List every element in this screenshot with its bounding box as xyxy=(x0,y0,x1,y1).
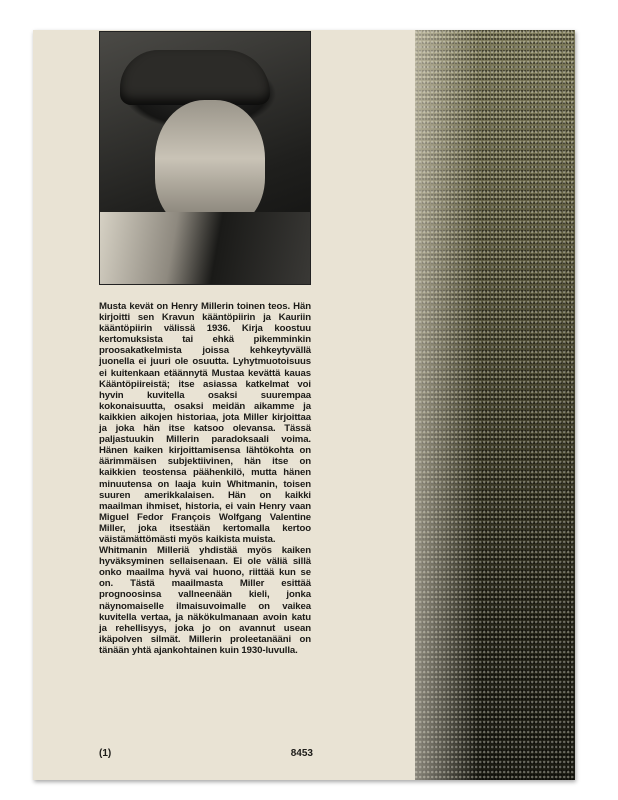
blurb-paragraph-1: Musta kevät on Henry Millerin toinen teos. Hän kirjoitti sen Kravun kääntöpiirin ja Kauriin kääntöpiirin välissä 1936. Kirja koostuu kertomuksista tai ehkä pikemminkin proosakatkelmista joissa kehkeytyvällä juonella ei juuri ole osuutta. Lyhytmuotoisuus ei kuitenkaan etäännytä Mustaa kevättä kauas Kääntöpiireistä; itse asiassa katkelmat voi hyvin kuvitella osaksi suurempaa kokonaisuutta, osaksi meidän aikamme ja kaikkien aikojen historiaa, jota Miller kirjoittaa ja joka hän itse katsoo olevansa. Tässä paljastuukin Millerin paradoksaali voima. Hänen kaiken kirjoittamisensa lähtökohta on äärimmäisen subjektiivinen, hän itse on kaikkien teostensa päähenkilö, mutta hänen minuutensa on laaja kuin Whitmanin, toisen suuren amerikkalaisen. Hän on kaikki maailman ihmiset, historia, ei vain Henry vaan Miguel Fedor François Wolfgang Valentine Miller, joka itsestään kertomalla kertoo väistämättömästi myös kaikista muista. xyxy=(99,301,311,545)
author-portrait-photo xyxy=(99,31,311,285)
blurb-paragraph-2: Whitmanin Milleriä yhdistää myös kaiken hyväksyminen sellaisenaan. Ei ole väliä sillä onko maailma hyvä vai huono, riittää kun se on. Tästä maailmasta Miller esittää prognoosinsa vallneenään kieli, jonka näynomaiselle ilmaisuvoimalle on vaikea kuvitella vertaa, ja näkökulmanaan avoin katu ja rehellisyys, joka jo on avannut usean ikäpolven silmät. Millerin proleetanääni on tänään yhtä ajankohtainen kuin 1930-luvulla. xyxy=(99,545,311,656)
cover-footer xyxy=(99,748,313,759)
volume-number: (1) xyxy=(99,748,112,759)
speckled-texture-panel xyxy=(415,30,575,780)
blurb-text xyxy=(99,301,311,656)
catalog-number: 8453 xyxy=(290,748,313,759)
collar-shape xyxy=(100,212,310,285)
face-shape xyxy=(155,100,265,230)
cap-shape xyxy=(120,50,270,105)
book-back-cover xyxy=(33,30,575,780)
